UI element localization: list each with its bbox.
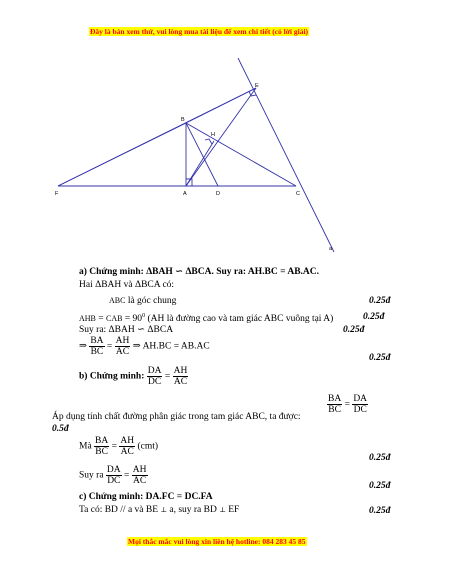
- common-angle-text: là góc chung: [127, 296, 177, 306]
- part-a-title: a) Chứng minh: ΔBAH ∽ ΔBCA. Suy ra: AH.BC = AB.AC.: [79, 267, 320, 277]
- score-2: 0.25đ: [363, 312, 385, 322]
- product-result: ⇒ AH.BC = AB.AC: [132, 341, 210, 352]
- angle-ahb: AHB: [79, 314, 96, 324]
- right-angle-reason: (AH là đường cao và tam giác ABC vuông tại A): [147, 314, 334, 325]
- segment-be: [186, 88, 256, 123]
- fraction-ah-ac-b: $\frac{AH}{AC}$: [173, 366, 188, 387]
- score-4: 0.25đ: [369, 353, 391, 363]
- label-d: D: [216, 191, 220, 197]
- label-e: E: [255, 83, 259, 89]
- label-c: C: [296, 191, 300, 197]
- label-b: B: [181, 117, 185, 123]
- geometry-figure: [0, 0, 450, 270]
- hotline-notice: Mọi thắc mắc vui lòng xin liên hệ hotline: 084 283 45 85: [128, 537, 306, 546]
- score-6: 0.25đ: [369, 453, 391, 463]
- score-8: 0.25đ: [369, 506, 391, 516]
- angle-abc: ABC: [109, 296, 126, 305]
- bisector-ratio: $\frac{BA}{BC}$ = $\frac{DA}{DC}$: [328, 394, 368, 415]
- label-line-a: a: [329, 246, 333, 252]
- score-7: 0.25đ: [369, 481, 391, 491]
- part-b-title: b) Chứng minh:: [79, 371, 145, 382]
- ma-line: Mà $\frac{BA}{BC}$ = $\frac{AH}{AC}$ (cmt): [79, 436, 159, 457]
- bisector-text: Áp dụng tính chất đường phân giác trong tam giác ABC, ta được:: [52, 412, 301, 422]
- label-h: H: [211, 132, 215, 138]
- angle-cab: CAB: [106, 314, 123, 324]
- ratio-line: ⇒ $\frac{BA}{BC}$ = $\frac{AH}{AC}$ ⇒ AH.BC = AB.AC: [79, 336, 210, 357]
- right-angle-line: [79, 311, 333, 325]
- score-5: 0.5đ: [52, 424, 69, 434]
- score-1: 0.25đ: [369, 296, 391, 306]
- fraction-ba-bc: $\frac{BA}{BC}$: [90, 336, 104, 357]
- perp-line: Ta có: BD // a và BE ⊥ a, suy ra BD ⊥ EF: [79, 505, 240, 515]
- similar-conclusion: Suy ra: ΔBAH ∽ ΔBCA: [79, 325, 174, 335]
- fraction-da-dc: $\frac{DA}{DC}$: [147, 366, 162, 387]
- right-angle-h: [205, 139, 212, 144]
- suy-ra-line: Suy ra $\frac{DA}{DC}$ = $\frac{AH}{AC}$: [79, 465, 147, 486]
- label-a: A: [183, 191, 187, 197]
- line-a: [238, 58, 334, 252]
- part-b-line: b) Chứng minh: $\frac{DA}{DC}$ = $\frac{AH}{AC}$: [79, 366, 188, 387]
- score-3: 0.25đ: [343, 325, 365, 335]
- similar-intro: Hai ΔBAH và ΔBCA có:: [79, 280, 175, 290]
- part-c-title: c) Chứng minh: DA.FC = DC.FA: [79, 492, 213, 502]
- label-f: F: [55, 191, 59, 197]
- ninety: = 90: [124, 314, 143, 325]
- segment-ae: [186, 88, 256, 186]
- preview-notice: Đây là bản xem thử, vui lòng mua tài liệu để xem chi tiết (có lời giải): [90, 27, 309, 36]
- equals: =: [98, 314, 104, 325]
- fraction-ah-ac: $\frac{AH}{AC}$: [115, 336, 130, 357]
- common-angle-line: [109, 295, 176, 307]
- degree: 0: [142, 313, 146, 319]
